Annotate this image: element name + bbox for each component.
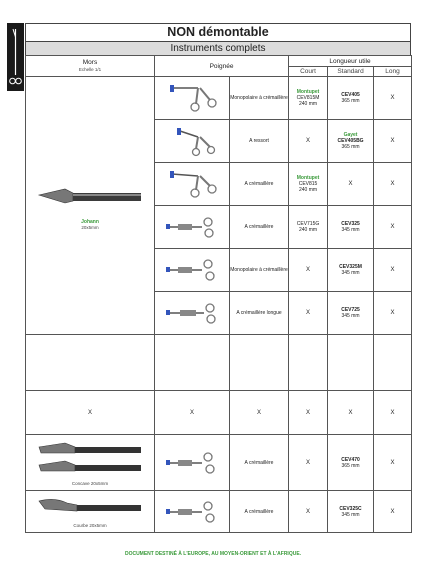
court-cell: Montupet CEV815M 240 mm <box>289 77 328 120</box>
catalog-page <box>25 23 411 533</box>
x-row <box>26 391 412 435</box>
courbe-jaw-cell <box>26 491 155 533</box>
page-title: NON démontable <box>25 23 411 41</box>
poignee-header: Poignée <box>155 56 289 77</box>
standard-header: Standard <box>328 67 374 77</box>
standard-cell: X <box>328 391 374 435</box>
handle-type: A crémaillère <box>230 491 289 533</box>
handle-image <box>162 166 222 200</box>
johann-jaw-image <box>35 181 145 217</box>
table-row <box>26 491 412 533</box>
long-header: Long <box>374 67 412 77</box>
standard-cell: CEV325 345 mm <box>328 206 374 249</box>
handle-image <box>162 80 222 114</box>
table-row <box>26 77 412 120</box>
side-tab <box>7 23 24 91</box>
handle-type: A ressort <box>230 120 289 163</box>
handle-type: A crémaillère <box>230 163 289 206</box>
johann-size: 20x5mm <box>81 224 99 230</box>
court-header: Court <box>289 67 328 77</box>
footer-note: DOCUMENT DESTINÉ À L'EUROPE, AU MOYEN-ORIENT ET À L'AFRIQUE. <box>124 551 302 557</box>
handle-type: A crémaillère <box>230 435 289 491</box>
standard-cell: X <box>328 163 374 206</box>
handle-image <box>162 123 222 157</box>
court-cell: X <box>289 249 328 292</box>
scissors-icon <box>7 23 24 91</box>
handle-type: A crémaillère longue <box>230 292 289 335</box>
court-cell: X <box>289 292 328 335</box>
court-cell: X <box>289 435 328 491</box>
courbe-label: Courbe 20x5mm <box>73 522 107 528</box>
mors-label: Mors <box>82 59 98 66</box>
handle-image-cell <box>155 435 230 491</box>
johann-name: Johann <box>81 218 99 225</box>
empty-row <box>26 335 412 391</box>
johann-jaw-cell <box>26 77 155 335</box>
long-cell: X <box>374 77 412 120</box>
concave-jaw-image <box>35 439 145 479</box>
handle-image-cell: X <box>155 391 230 435</box>
court-cell: CEV715G 240 mm <box>289 206 328 249</box>
long-cell: X <box>374 163 412 206</box>
standard-cell: CEV325C 345 mm <box>328 491 374 533</box>
handle-image-cell <box>155 206 230 249</box>
long-cell: X <box>374 491 412 533</box>
mors-header <box>26 56 155 77</box>
handle-type: Monopolaire à crémaillère <box>230 249 289 292</box>
handle-image <box>162 209 222 243</box>
standard-cell: CEV470 365 mm <box>328 435 374 491</box>
mors-scale: Echelle 1/1 <box>78 67 102 72</box>
handle-image-cell <box>155 292 230 335</box>
handle-type: A crémaillère <box>230 206 289 249</box>
standard-cell: CEV325M 345 mm <box>328 249 374 292</box>
handle-image-cell <box>155 491 230 533</box>
long-cell: X <box>374 206 412 249</box>
court-cell: Montupet CEV815 240 mm <box>289 163 328 206</box>
long-cell: X <box>374 249 412 292</box>
court-cell: X <box>289 120 328 163</box>
courbe-jaw-image <box>35 495 145 521</box>
long-cell: X <box>374 120 412 163</box>
court-cell: X <box>289 491 328 533</box>
handle-type: Monopolaire à crémaillère <box>230 77 289 120</box>
long-cell: X <box>374 292 412 335</box>
longueur-header: Longueur utile <box>289 56 412 67</box>
court-cell: X <box>289 391 328 435</box>
handle-image <box>162 252 222 286</box>
handle-image-cell <box>155 77 230 120</box>
handle-image <box>162 495 222 527</box>
concave-label: Concave 20x5mm <box>71 480 109 486</box>
handle-image-cell <box>155 120 230 163</box>
handle-image-cell <box>155 249 230 292</box>
instrument-table <box>25 55 412 533</box>
handle-image <box>162 445 222 479</box>
handle-image <box>162 295 222 329</box>
long-cell: X <box>374 435 412 491</box>
handle-type: X <box>230 391 289 435</box>
header-row <box>26 56 412 67</box>
standard-cell: CEV405 365 mm <box>328 77 374 120</box>
page-subtitle: Instruments complets <box>25 41 411 55</box>
handle-image-cell <box>155 163 230 206</box>
standard-cell: CEV725 345 mm <box>328 292 374 335</box>
standard-cell: Gayet CEV405BG 365 mm <box>328 120 374 163</box>
table-row <box>26 435 412 491</box>
concave-jaw-cell <box>26 435 155 491</box>
long-cell: X <box>374 391 412 435</box>
mors-cell: X <box>26 391 155 435</box>
